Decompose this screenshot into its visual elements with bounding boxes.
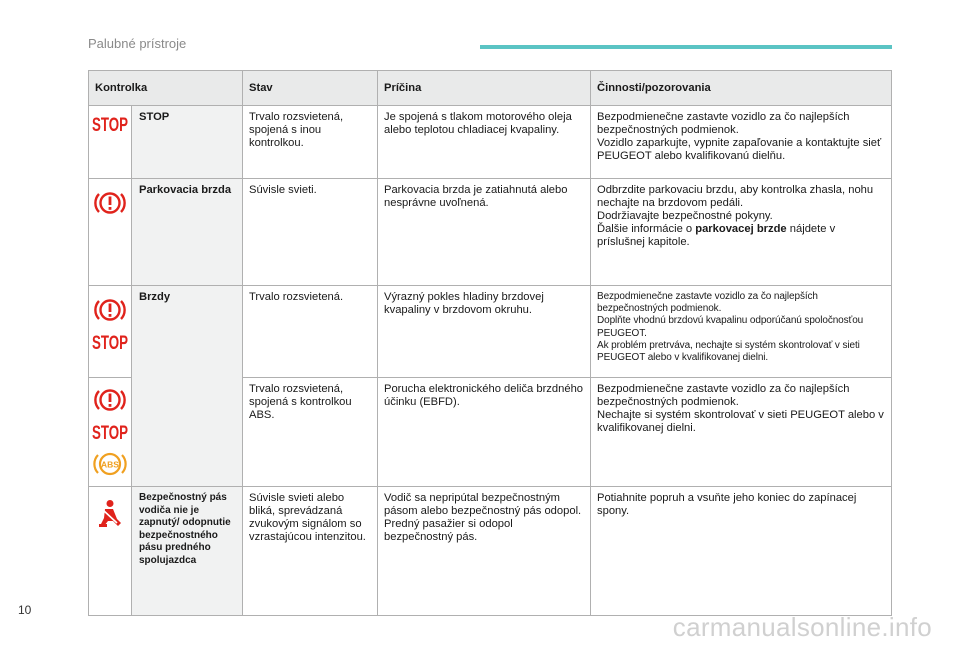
state-cell: Súvisle svieti alebo bliká, sprevádzaná zvukovým signálom so vzrastajúcou intenzitou.: [243, 487, 378, 616]
watermark: carmanualsonline.info: [672, 612, 932, 642]
icon-cell: [89, 286, 132, 378]
table-row: [89, 106, 892, 179]
page-number: 10: [18, 603, 32, 617]
icon-cell: [89, 378, 132, 487]
warning-name: STOP: [132, 106, 243, 179]
action-cell: Bezpodmienečne zastavte vozidlo za čo najlepších bezpečnostných podmienok. Vozidlo zaparkujte, vypnite zapaľovanie a kontaktujte sieť PEUGEOT alebo kvalifikovanú dielňu.: [591, 106, 892, 179]
svg-text:STOP: STOP: [92, 115, 129, 136]
state-cell: Trvalo rozsvietená.: [243, 286, 378, 378]
action-text: Odbrzdite parkovaciu brzdu, aby kontrolka zhasla, nohu nechajte na brzdovom pedáli. Dodržiavajte bezpečnostné pokyny. Ďalšie informácie o: [597, 184, 874, 235]
svg-text:ABS: ABS: [101, 459, 119, 470]
brake-warning-icon: [93, 296, 127, 324]
action-cell: Bezpodmienečne zastavte vozidlo za čo najlepších bezpečnostných podmienok. Nechajte si systém skontrolovať v sieti PEUGEOT alebo v kvalifikovanej dielni.: [591, 378, 892, 487]
svg-text:STOP: STOP: [92, 333, 129, 354]
table-row: [89, 179, 892, 286]
abs-warning-icon: [92, 450, 128, 478]
state-cell: Súvisle svieti.: [243, 179, 378, 286]
cause-cell: Výrazný pokles hladiny brzdovej kvapaliny v brzdovom okruhu.: [378, 286, 591, 378]
cause-cell: Parkovacia brzda je zatiahnutá alebo nesprávne uvoľnená.: [378, 179, 591, 286]
stop-warning-icon: [91, 422, 129, 442]
column-header-kontrolka: Kontrolka: [89, 71, 243, 106]
page-section-title: Palubné prístroje: [88, 36, 187, 51]
action-cell: [591, 179, 892, 286]
action-cell: Potiahnite popruh a vsuňte jeho koniec do zapínacej spony.: [591, 487, 892, 616]
warning-name: Parkovacia brzda: [132, 179, 243, 286]
table-header-row: [89, 71, 892, 106]
warning-name: Bezpečnostný pás vodiča nie je zapnutý/ odopnutie bezpečnostného pásu predného spolujazdca: [132, 487, 243, 616]
brake-warning-icon: [93, 189, 127, 217]
column-header-stav: Stav: [243, 71, 378, 106]
icon-cell: [89, 487, 132, 616]
state-cell: Trvalo rozsvietená, spojená s inou kontrolkou.: [243, 106, 378, 179]
warning-lights-table: [88, 70, 892, 616]
stop-warning-icon: [91, 114, 129, 134]
table-row: [89, 286, 892, 378]
stop-warning-icon: [91, 332, 129, 352]
cause-cell: Vodič sa nepripútal bezpečnostným pásom alebo bezpečnostný pás odopol. Predný pasažier si odopol bezpečnostný pás.: [378, 487, 591, 616]
brake-warning-icon: [93, 386, 127, 414]
state-cell: Trvalo rozsvietená, spojená s kontrolkou ABS.: [243, 378, 378, 487]
action-text: nájdete v príslušnej kapitole.: [597, 223, 836, 248]
column-header-cinnosti: Činnosti/pozorovania: [591, 71, 892, 106]
action-cell: Bezpodmienečne zastavte vozidlo za čo najlepších bezpečnostných podmienok. Doplňte vhodnú brzdovú kvapalinu odporúčanú spoločnosťou PEUGEOT. Ak problém pretrváva, nechajte si systém skontrolovať v sieti PEUGEOT alebo v kvalifikovanej dielni.: [591, 286, 892, 378]
column-header-pricina: Príčina: [378, 71, 591, 106]
svg-text:STOP: STOP: [92, 423, 129, 444]
cause-cell: Porucha elektronického deliča brzdného účinku (EBFD).: [378, 378, 591, 487]
icon-cell: [89, 106, 132, 179]
icon-cell: [89, 179, 132, 286]
header-accent-bar: [480, 45, 892, 49]
table-row: [89, 487, 892, 616]
seatbelt-warning-icon: [96, 499, 124, 529]
action-keyword: parkovacej brzde: [695, 223, 787, 235]
cause-cell: Je spojená s tlakom motorového oleja alebo teplotou chladiacej kvapaliny.: [378, 106, 591, 179]
warning-name: Brzdy: [132, 286, 243, 487]
